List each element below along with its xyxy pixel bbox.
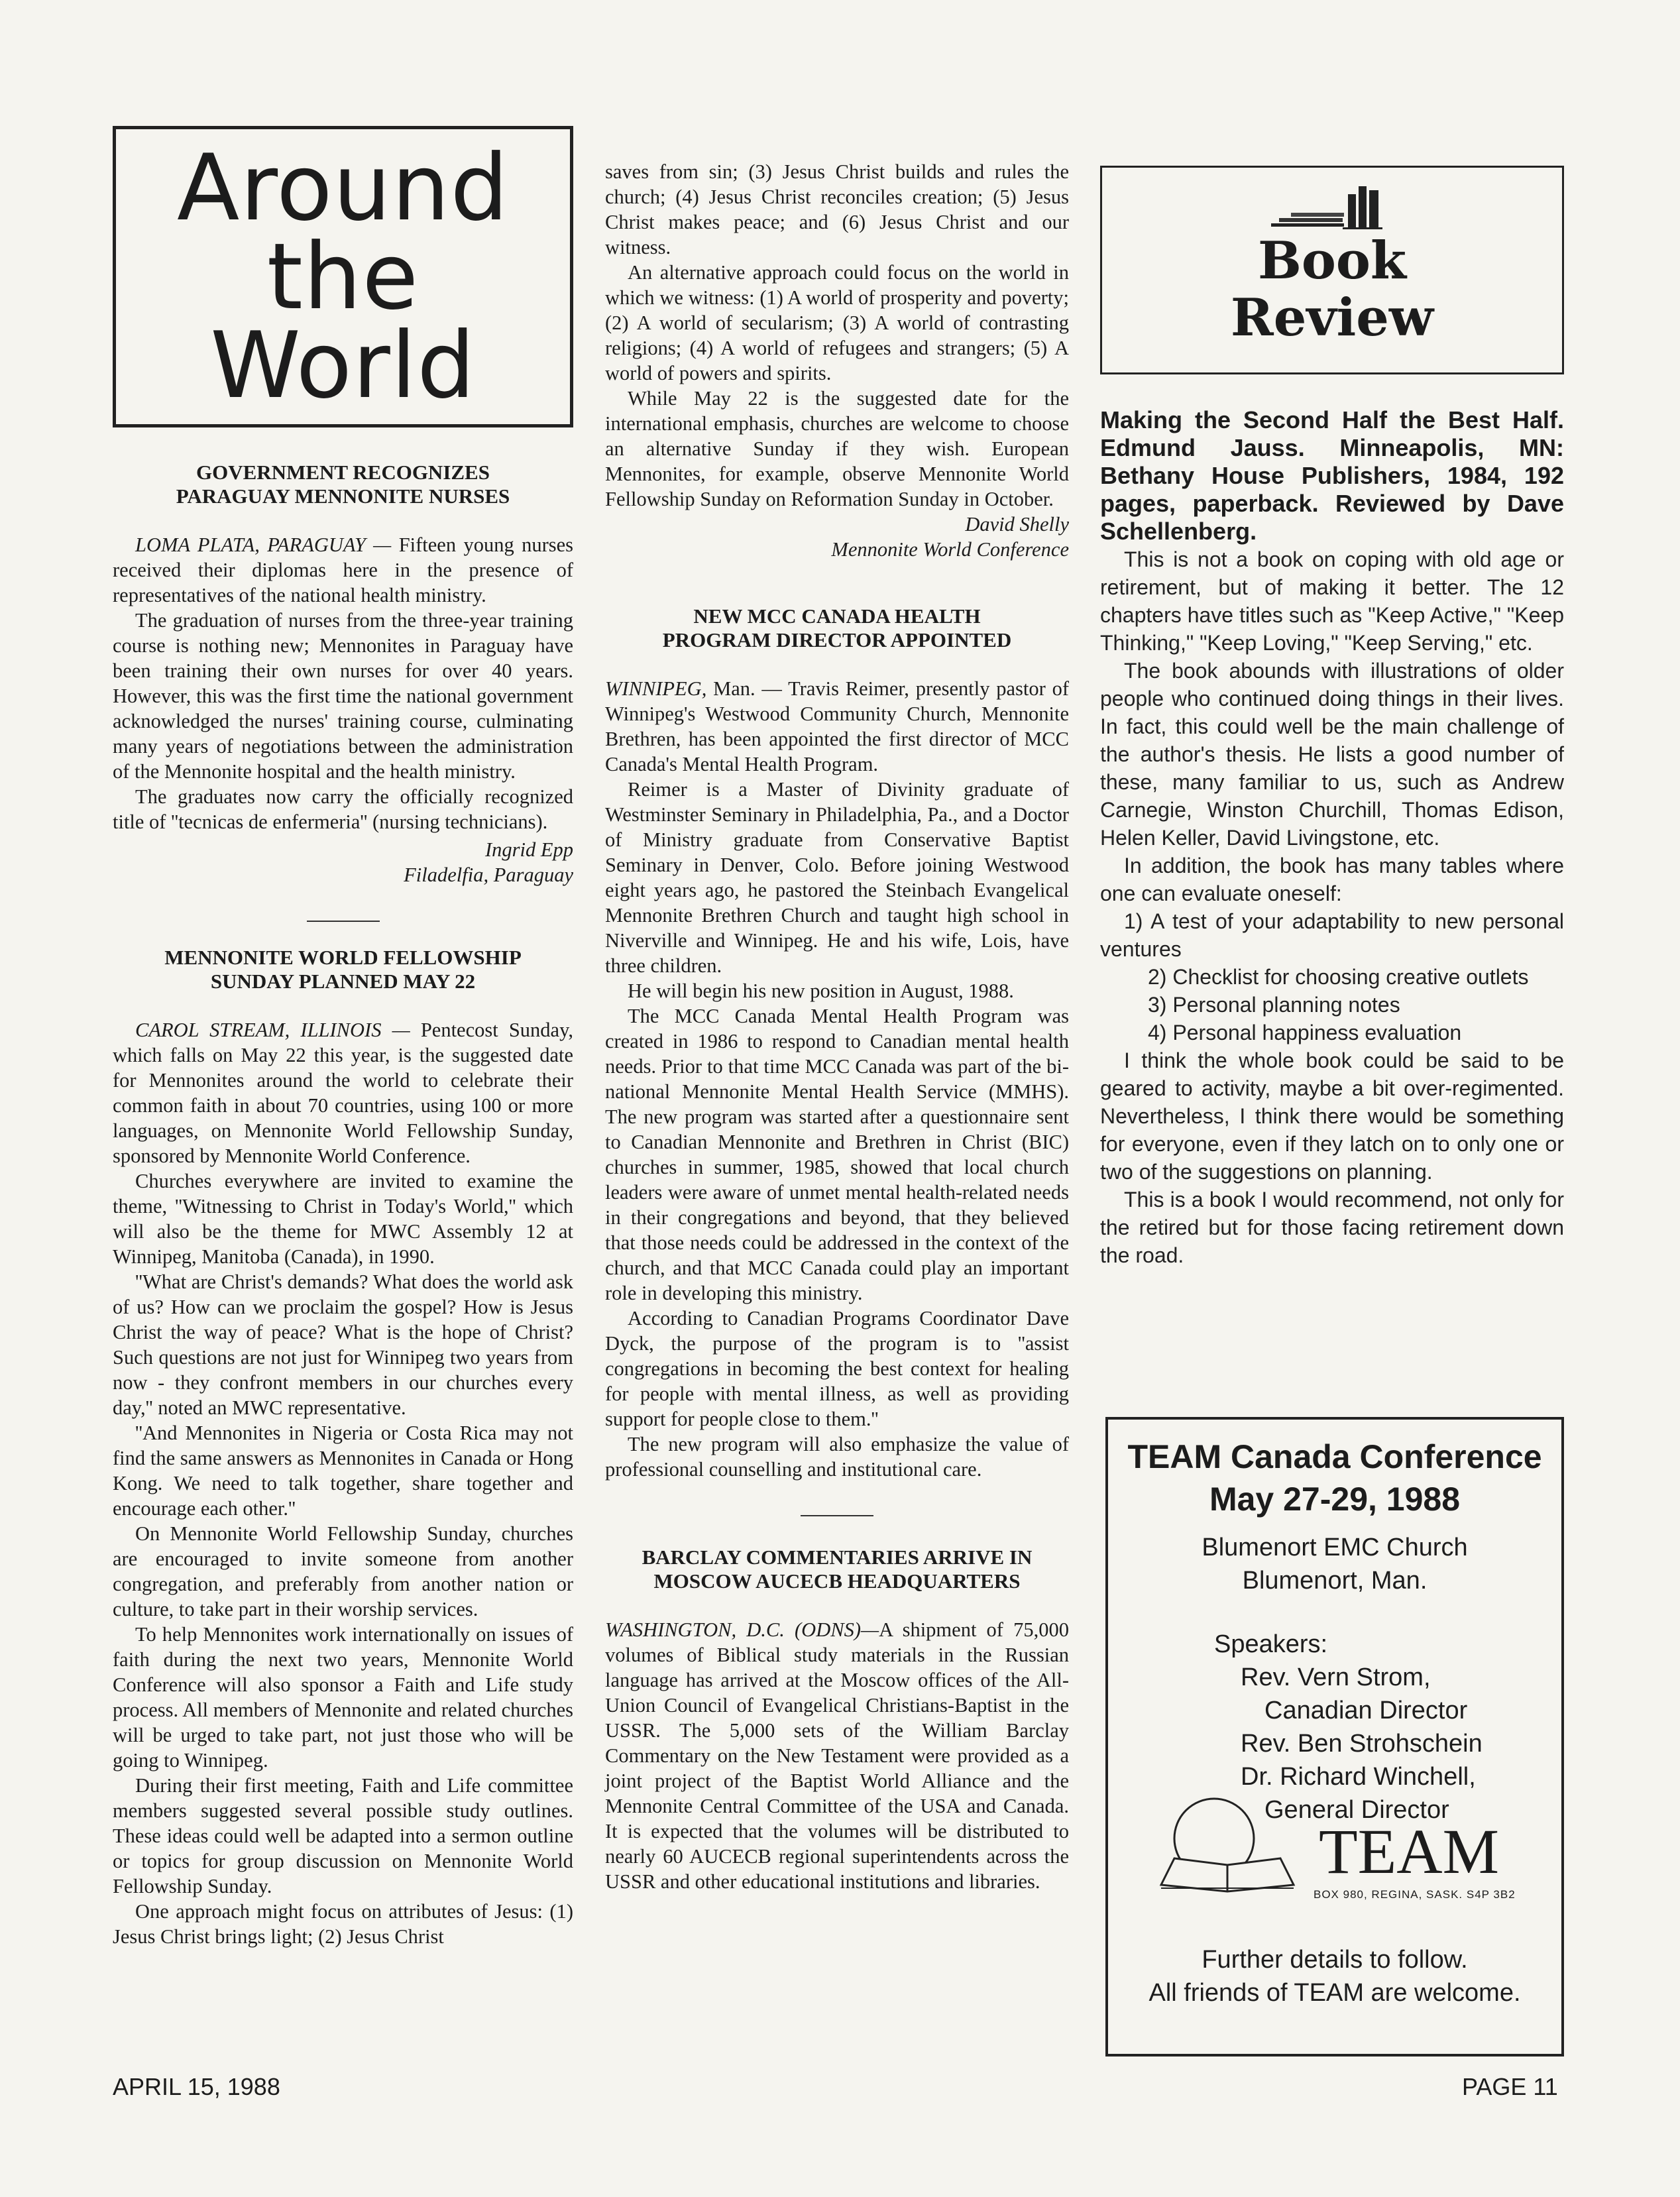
article-headline: BARCLAY COMMENTARIES ARRIVE IN MOSCOW AUCECB HEADQUARTERS bbox=[642, 1546, 1033, 1593]
books-icon bbox=[1102, 180, 1562, 233]
review-list-item: 1) A test of your adaptability to new personal ventures bbox=[1100, 909, 1564, 961]
article-paragraph: CAROL STREAM, ILLINOIS — Pentecost Sunday, which falls on May 22 this year, is the suggested date for Mennonites around the world to celebrate their common faith in about 70 countries, using 100 or more languages, on Mennonite World Fellowship Sunday, sponsored by Mennonite World Conference. bbox=[113, 1019, 573, 1167]
article-paragraph: ''What are Christ's demands? What does the world ask of us? How can we proclaim the gospel? How is Jesus Christ the way of peace? What is the hope of Christ? Such questions are not just for Winnipeg two years from now - they confront members in our churches every day,'' noted an MWC representative. bbox=[113, 1270, 573, 1419]
team-address: BOX 980, REGINA, SASK. S4P 3B2 bbox=[1314, 1888, 1516, 1901]
byline-name: David Shelly bbox=[965, 513, 1069, 535]
dateline: WINNIPEG, bbox=[605, 677, 714, 700]
review-list-item: 2) Checklist for choosing creative outlets bbox=[1148, 965, 1529, 989]
ad-venue: Blumenort EMC Church Blumenort, Man. bbox=[1202, 1534, 1468, 1595]
globe-bible-icon bbox=[1148, 1792, 1314, 1905]
article-paragraph: WASHINGTON, D.C. (ODNS)—A shipment of 75,000 volumes of Biblical study materials in the Russian language has arrived at the Moscow offices of the All-Union Council of Evangelical Christians-Baptist in the USSR. The 5,000 sets of the William Barclay Commentary on the New Testament were provided as a joint project of the Baptist World Alliance and the Mennonite Central Committee of the USA and Canada. It is expected that the volumes will be distributed to nearly 60 AUCECB regional superintendents across the USSR and other educational institutions and libraries. bbox=[605, 1618, 1069, 1893]
article-paragraph: The graduates now carry the officially recognized title of ''tecnicas de enfermeria'' (nursing technicians). bbox=[113, 785, 573, 833]
article-paragraph: The new program will also emphasize the value of professional counselling and institutional care. bbox=[605, 1433, 1069, 1481]
dateline: CAROL STREAM, ILLINOIS — bbox=[135, 1019, 421, 1041]
article-paragraph: The MCC Canada Mental Health Program was created in 1986 to respond to Canadian mental health needs. Prior to that time MCC Canada was part of the bi-national Mennonite Mental Health Service (MMHS). The new program was started after a questionnaire sent to Canadian Mennonite and Brethren in Christ (BIC) churches in summer, 1985, showed that local church leaders were aware of unmet mental health-related needs in their congregations and beyond, that they believed that those needs could be addressed in the context of the church, and that MCC Canada could play an important role in developing this ministry. bbox=[605, 1005, 1069, 1304]
article-headline: MENNONITE WORLD FELLOWSHIP SUNDAY PLANNED MAY 22 bbox=[164, 946, 522, 993]
article-paragraph: Reimer is a Master of Divinity graduate of Westminster Seminary in Philadelphia, Pa., and a Doctor of Ministry graduate from Conservative Baptist Seminary in Denver, Colo. Before joining Westwood eight years ago, he pastored the Steinbach Evangelical Mennonite Brethren Church and taught high school in Niverville and Winnipeg. He and his wife, Lois, have three children. bbox=[605, 778, 1069, 977]
byline-name: Ingrid Epp bbox=[484, 838, 573, 861]
review-heading: Making the Second Half the Best Half. Edmund Jauss. Minneapolis, MN: Bethany House Publishers, 1984, 192 pages, paperback. Reviewed by Dave Schellenberg. bbox=[1100, 406, 1564, 545]
review-paragraph: The book abounds with illustrations of older people who continued doing things in their lives. In fact, this could well be the main challenge of the author's thesis. He lists a good number of these, many familiar to us, such as Andrew Carnegie, Winston Churchill, Thomas Edison, Helen Keller, David Livingstone, etc. bbox=[1100, 659, 1564, 850]
article-paragraph: During their first meeting, Faith and Life committee members suggested several possible study outlines. These ideas could well be adapted into a sermon outline or topics for group discussion on Mennonite World Fellowship Sunday. bbox=[113, 1774, 573, 1897]
article-paragraph: To help Mennonites work internationally on issues of faith during the next two years, Mennonite World Conference will also sponsor a Faith and Life study process. All members of Mennonite and related churches will be urged to take part, not just those who will be going to Winnipeg. bbox=[113, 1623, 573, 1772]
team-logo-text: TEAM bbox=[1319, 1816, 1499, 1887]
issue-date: APRIL 15, 1988 bbox=[113, 2073, 280, 2100]
article-headline: GOVERNMENT RECOGNIZES PARAGUAY MENNONITE NURSES bbox=[176, 461, 510, 508]
team-logo bbox=[1148, 1792, 1532, 1905]
article-paragraph: According to Canadian Programs Coordinator Dave Dyck, the purpose of the program is to ''assist congregations in becoming the best context for healing for people with mental illness, as well as providing support for people close to them.'' bbox=[605, 1307, 1069, 1430]
article-paragraph: An alternative approach could focus on the world in which we witness: (1) A world of prosperity and poverty; (2) A world of secularism; (3) A world of contrasting religions; (4) A world of refugees and strangers; (5) A world of powers and spirits. bbox=[605, 261, 1069, 384]
article-paragraph: The graduation of nurses from the three-year training course is nothing new; Mennonites in Paraguay have been training their own nurses for over 40 years. However, this was the first time the national government acknowledged the nurses' training course, culminating many years of negotiations between the administration of the Mennonite hospital and the health ministry. bbox=[113, 609, 573, 783]
article-paragraph: On Mennonite World Fellowship Sunday, churches are encouraged to invite someone from another congregation, and preferably from another nation or culture, to take part in their worship services. bbox=[113, 1522, 573, 1620]
review-paragraph: In addition, the book has many tables where one can evaluate oneself: bbox=[1100, 854, 1564, 905]
article-paragraph: WINNIPEG, Man. — Travis Reimer, presently pastor of Winnipeg's Westwood Community Church, Mennonite Brethren, has been appointed the first director of MCC Canada's Mental Health Program. bbox=[605, 677, 1069, 775]
article-headline: NEW MCC CANADA HEALTH PROGRAM DIRECTOR APPOINTED bbox=[662, 604, 1012, 651]
book-review-box bbox=[1100, 166, 1564, 374]
column-2 bbox=[605, 159, 1069, 1894]
review-list-item: 3) Personal planning notes bbox=[1148, 993, 1400, 1017]
dateline: LOMA PLATA, PARAGUAY — bbox=[135, 534, 399, 556]
article-paragraph: He will begin his new position in August, 1988. bbox=[628, 980, 1014, 1002]
article-paragraph: saves from sin; (3) Jesus Christ builds and rules the church; (4) Jesus Christ reconciles creation; (5) Jesus Christ makes peace; and (6) Jesus Christ and our witness. bbox=[605, 160, 1069, 258]
ad-footer: Further details to follow. All friends of TEAM are welcome. bbox=[1148, 1946, 1521, 2007]
column-3 bbox=[1100, 166, 1564, 1269]
byline-location: Filadelfia, Paraguay bbox=[404, 864, 573, 886]
dateline: WASHINGTON, D.C. (ODNS)— bbox=[605, 1618, 879, 1641]
masthead-title: Around the World bbox=[176, 134, 510, 419]
divider bbox=[307, 921, 380, 922]
ad-speakers: Speakers: Rev. Vern Strom, Canadian Director Rev. Ben Strohschein Dr. Richard Winchell, General Director bbox=[1214, 1630, 1483, 1824]
review-paragraph: I think the whole book could be said to be geared to activity, maybe a bit over-regimented. Nevertheless, I think there would be something for everyone, even if they latch on to only one or two of the suggestions on planning. bbox=[1100, 1048, 1564, 1184]
masthead-box bbox=[113, 126, 573, 427]
article-paragraph: One approach might focus on attributes of Jesus: (1) Jesus Christ brings light; (2) Jesus Christ bbox=[113, 1900, 573, 1948]
article-paragraph: LOMA PLATA, PARAGUAY — Fifteen young nurses received their diplomas here in the presence of representatives of the national health ministry. bbox=[113, 534, 574, 606]
review-list-item: 4) Personal happiness evaluation bbox=[1148, 1021, 1462, 1044]
column-1 bbox=[113, 126, 573, 1949]
review-paragraph: This is not a book on coping with old age or retirement, but of making it better. The 12 chapters have titles such as "Keep Active," "Keep Thinking," "Keep Loving," "Keep Serving," etc. bbox=[1100, 547, 1564, 655]
byline-location: Mennonite World Conference bbox=[831, 538, 1069, 561]
ad-title: TEAM Canada Conference May 27-29, 1988 bbox=[1127, 1438, 1542, 1518]
article-paragraph: While May 22 is the suggested date for the international emphasis, churches are welcome to choose an alternative Sunday if they wish. European Mennonites, for example, observe Mennonite World Fellowship Sunday on Reformation Sunday in October. bbox=[605, 387, 1069, 510]
divider bbox=[801, 1515, 873, 1516]
team-conference-ad bbox=[1105, 1417, 1564, 2056]
article-paragraph: ''And Mennonites in Nigeria or Costa Rica may not find the same answers as Mennonites in Canada or Hong Kong. We need to talk together, share together and encourage each other.'' bbox=[113, 1422, 573, 1520]
review-paragraph: This is a book I would recommend, not only for the retired but for those facing retirement down the road. bbox=[1100, 1188, 1564, 1267]
page-number: PAGE 11 bbox=[1462, 2073, 1558, 2100]
book-review-title: Book Review bbox=[1230, 231, 1434, 348]
article-paragraph: Churches everywhere are invited to examine the theme, ''Witnessing to Christ in Today's World,'' which will also be the theme for MWC Assembly 12 at Winnipeg, Manitoba (Canada), in 1990. bbox=[113, 1170, 573, 1268]
